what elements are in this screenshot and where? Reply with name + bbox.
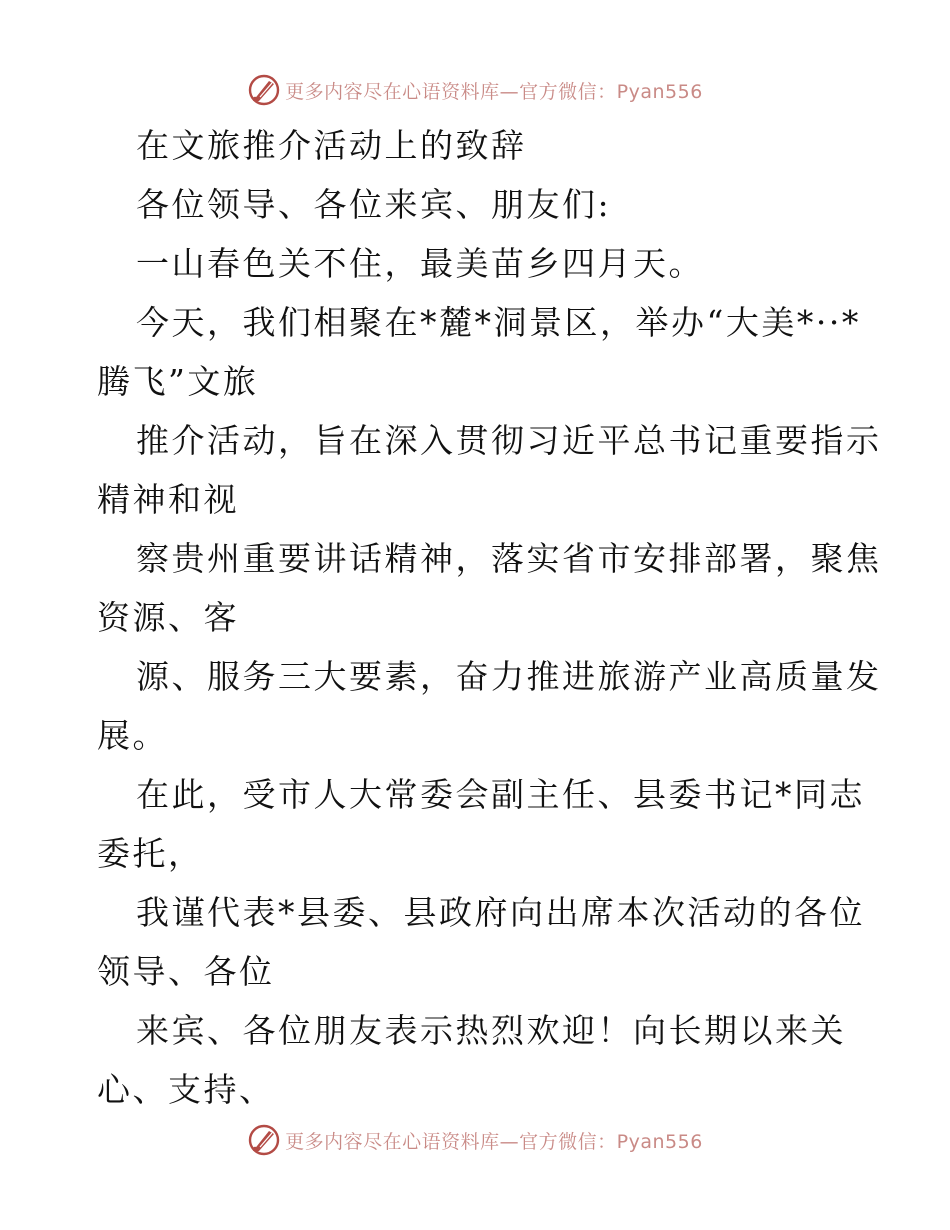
- paragraph-line: 一山春色关不住，最美苗乡四月天。: [136, 244, 704, 283]
- paragraph-line-wrap: 展。: [97, 716, 168, 755]
- paragraph-line: 察贵州重要讲话精神，落实省市安排部署，聚焦: [136, 539, 882, 578]
- paragraph-line: 来宾、各位朋友表示热烈欢迎！向长期以来关: [136, 1011, 846, 1050]
- paragraph-line: 推介活动，旨在深入贯彻习近平总书记重要指示: [136, 421, 882, 460]
- paragraph-line-wrap: 腾飞”文旅: [97, 362, 259, 401]
- header-watermark: [0, 70, 950, 110]
- footer-watermark: [0, 1120, 950, 1160]
- quill-pen-logo-icon: [247, 1123, 281, 1157]
- paragraph-line: 今天，我们相聚在*麓*洞景区，举办“大美*··*: [136, 303, 861, 342]
- quill-pen-logo-icon: [247, 73, 281, 107]
- watermark-text: 更多内容尽在心语资料库—官方微信：: [285, 80, 617, 103]
- watermark-text: 更多内容尽在心语资料库—官方微信：: [285, 1130, 617, 1153]
- paragraph-line: 在此，受市人大常委会副主任、县委书记*同志: [136, 775, 865, 814]
- paragraph-line-wrap: 委托，: [97, 834, 204, 873]
- watermark-wechat-id: Pyan556: [616, 1130, 703, 1153]
- paragraph-line-wrap: 心、支持、: [97, 1070, 275, 1109]
- paragraph-line-wrap: 领导、各位: [97, 952, 275, 991]
- paragraph-line: 源、服务三大要素，奋力推进旅游产业高质量发: [136, 657, 882, 696]
- watermark-wechat-id: Pyan556: [616, 80, 703, 103]
- paragraph-line-wrap: 精神和视: [97, 480, 239, 519]
- paragraph-line: 我谨代表*县委、县政府向出席本次活动的各位: [136, 893, 865, 932]
- document-salutation: 各位领导、各位来宾、朋友们:: [136, 185, 612, 224]
- paragraph-line-wrap: 资源、客: [97, 598, 239, 637]
- document-title: 在文旅推介活动上的致辞: [136, 126, 527, 165]
